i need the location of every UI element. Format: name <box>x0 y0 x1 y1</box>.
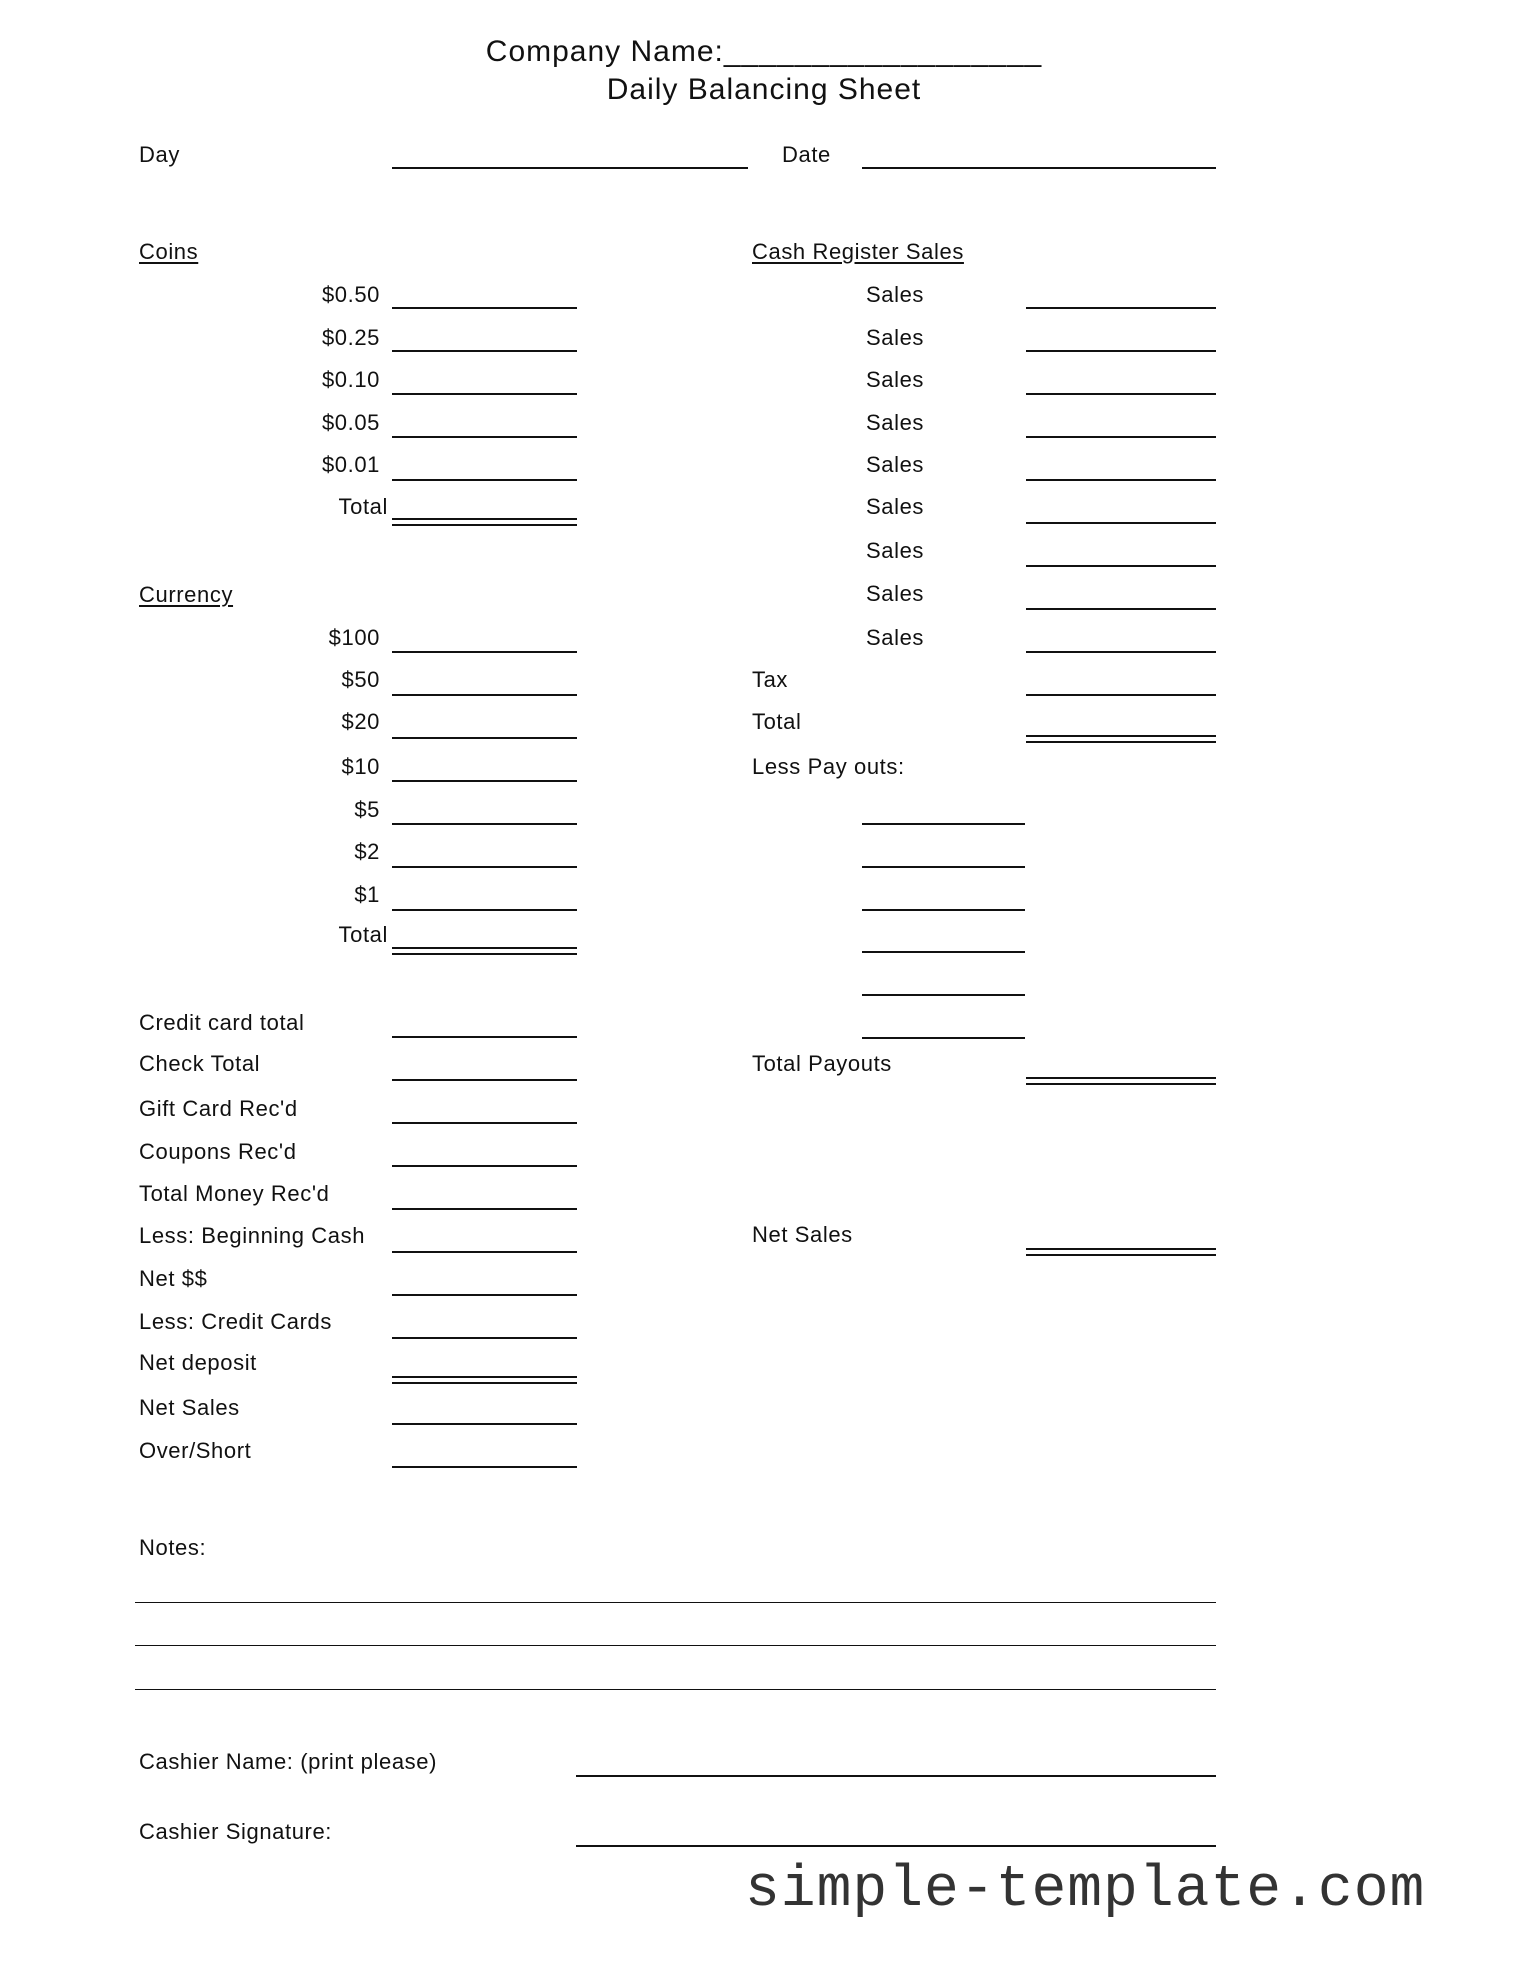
currency-field[interactable] <box>392 780 577 782</box>
payout-field[interactable] <box>862 866 1025 868</box>
page-title: Daily Balancing Sheet <box>606 73 922 106</box>
summary-label: Over/Short <box>139 1438 252 1463</box>
sales-label: Sales <box>866 581 925 606</box>
summary-label: Net $$ <box>139 1266 208 1291</box>
summary-field[interactable] <box>392 1423 577 1425</box>
register-total-label: Total <box>752 709 802 734</box>
coin-label: $0.10 <box>321 367 380 392</box>
sales-label: Sales <box>866 282 925 307</box>
summary-label: Coupons Rec'd <box>139 1139 297 1164</box>
coins-heading: Coins <box>139 239 199 264</box>
summary-label: Less: Credit Cards <box>139 1309 332 1334</box>
cashier-name-field[interactable] <box>576 1775 1216 1777</box>
sales-field[interactable] <box>1026 522 1216 524</box>
summary-field[interactable] <box>392 1251 577 1253</box>
payout-field[interactable] <box>862 994 1025 996</box>
coin-label: $0.05 <box>321 410 380 435</box>
sales-field[interactable] <box>1026 350 1216 352</box>
currency-field[interactable] <box>392 866 577 868</box>
cashier-name-label: Cashier Name: (print please) <box>139 1749 438 1774</box>
coin-label: $0.50 <box>321 282 380 307</box>
register-heading: Cash Register Sales <box>752 239 964 264</box>
summary-label: Net deposit <box>139 1350 257 1375</box>
currency-label: $100 <box>328 625 380 650</box>
summary-field[interactable] <box>392 1208 577 1210</box>
coins-total-label: Total <box>338 494 388 519</box>
currency-label: $1 <box>354 882 380 907</box>
coin-field[interactable] <box>392 436 577 438</box>
summary-field[interactable] <box>392 1466 577 1468</box>
coin-label: $0.25 <box>321 325 380 350</box>
coin-field[interactable] <box>392 479 577 481</box>
sales-field[interactable] <box>1026 307 1216 309</box>
sales-field[interactable] <box>1026 479 1216 481</box>
summary-field[interactable] <box>392 1079 577 1081</box>
net-sales-label: Net Sales <box>752 1222 853 1247</box>
summary-field[interactable] <box>392 1036 577 1038</box>
sales-label: Sales <box>866 494 925 519</box>
summary-label: Net Sales <box>139 1395 240 1420</box>
summary-label: Gift Card Rec'd <box>139 1096 298 1121</box>
date-field[interactable] <box>862 167 1216 169</box>
notes-line[interactable] <box>135 1689 1216 1690</box>
sales-label: Sales <box>866 625 925 650</box>
cashier-signature-label: Cashier Signature: <box>139 1819 333 1844</box>
notes-label: Notes: <box>139 1535 207 1560</box>
sales-label: Sales <box>866 410 925 435</box>
tax-label: Tax <box>752 667 789 692</box>
cashier-signature-field[interactable] <box>576 1845 1216 1847</box>
coin-field[interactable] <box>392 350 577 352</box>
currency-label: $10 <box>341 754 380 779</box>
day-label: Day <box>139 142 180 167</box>
currency-label: $20 <box>341 709 380 734</box>
register-total-field[interactable] <box>1026 735 1216 743</box>
currency-field[interactable] <box>392 651 577 653</box>
notes-line[interactable] <box>135 1602 1216 1603</box>
date-label: Date <box>782 142 831 167</box>
sales-label: Sales <box>866 452 925 477</box>
day-field[interactable] <box>392 167 748 169</box>
net-deposit-field[interactable] <box>392 1376 577 1384</box>
sales-field[interactable] <box>1026 393 1216 395</box>
payout-field[interactable] <box>862 951 1025 953</box>
summary-field[interactable] <box>392 1165 577 1167</box>
sales-field[interactable] <box>1026 565 1216 567</box>
payout-field[interactable] <box>862 823 1025 825</box>
total-payouts-label: Total Payouts <box>752 1051 892 1076</box>
coin-field[interactable] <box>392 393 577 395</box>
summary-field[interactable] <box>392 1122 577 1124</box>
payouts-label: Less Pay outs: <box>752 754 905 779</box>
payout-field[interactable] <box>862 909 1025 911</box>
summary-label: Check Total <box>139 1051 261 1076</box>
summary-label: Total Money Rec'd <box>139 1181 330 1206</box>
coin-field[interactable] <box>392 307 577 309</box>
currency-total-field[interactable] <box>392 947 577 955</box>
notes-line[interactable] <box>135 1645 1216 1646</box>
sales-field[interactable] <box>1026 436 1216 438</box>
summary-field[interactable] <box>392 1337 577 1339</box>
currency-field[interactable] <box>392 694 577 696</box>
tax-field[interactable] <box>1026 694 1216 696</box>
currency-label: $5 <box>354 797 380 822</box>
sales-label: Sales <box>866 325 925 350</box>
payout-field[interactable] <box>862 1037 1025 1039</box>
sales-label: Sales <box>866 538 925 563</box>
sales-label: Sales <box>866 367 925 392</box>
sales-field[interactable] <box>1026 651 1216 653</box>
company-name-line: Company Name:__________________ <box>485 35 1043 68</box>
sales-field[interactable] <box>1026 608 1216 610</box>
currency-field[interactable] <box>392 909 577 911</box>
coin-label: $0.01 <box>321 452 380 477</box>
summary-label: Credit card total <box>139 1010 305 1035</box>
net-sales-field[interactable] <box>1026 1248 1216 1256</box>
currency-field[interactable] <box>392 823 577 825</box>
summary-label: Less: Beginning Cash <box>139 1223 366 1248</box>
currency-total-label: Total <box>338 922 388 947</box>
currency-label: $2 <box>354 839 380 864</box>
watermark-text: simple-template.com <box>745 1858 1426 1923</box>
summary-field[interactable] <box>392 1294 577 1296</box>
currency-field[interactable] <box>392 737 577 739</box>
currency-label: $50 <box>341 667 380 692</box>
currency-heading: Currency <box>139 582 234 607</box>
coins-total-field[interactable] <box>392 518 577 526</box>
total-payouts-field[interactable] <box>1026 1077 1216 1085</box>
